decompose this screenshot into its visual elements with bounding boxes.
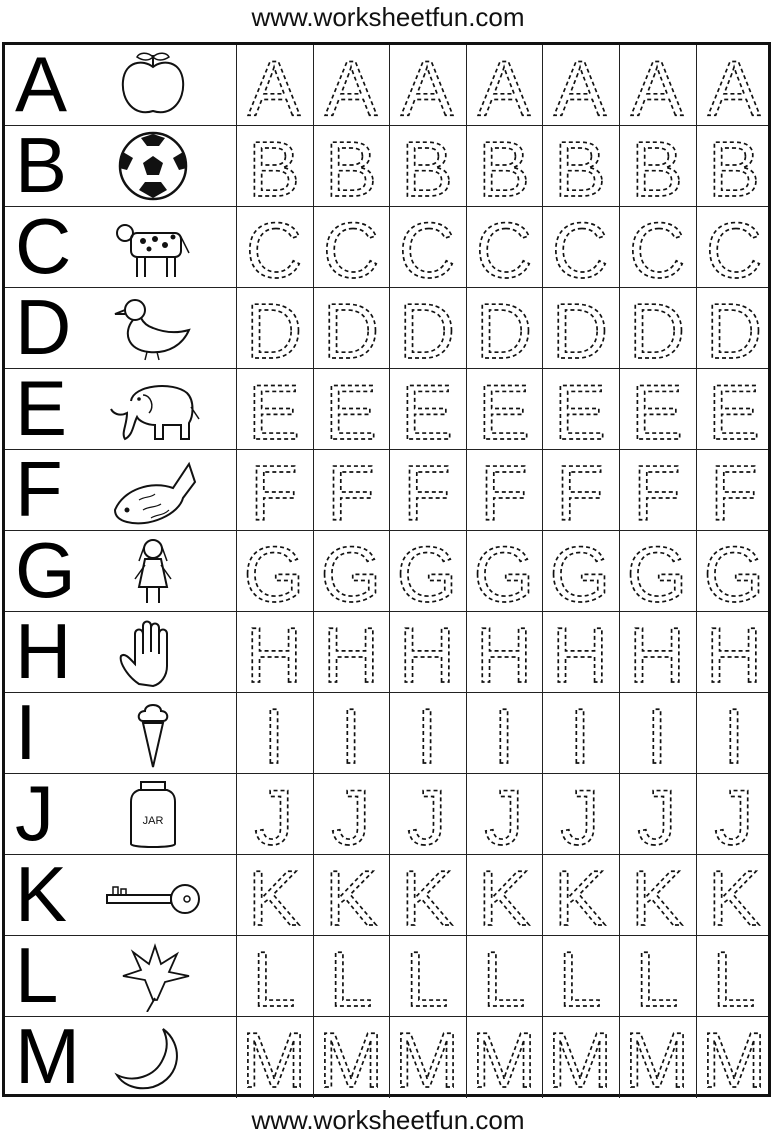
svg-text:B: B bbox=[554, 126, 607, 206]
svg-text:I: I bbox=[722, 693, 745, 773]
tracing-letter bbox=[696, 288, 772, 368]
svg-text:M: M bbox=[241, 1017, 307, 1097]
svg-text:I: I bbox=[492, 693, 515, 773]
tracing-letter bbox=[466, 774, 542, 854]
tracing-letter bbox=[696, 936, 772, 1016]
letter-row bbox=[5, 364, 768, 452]
svg-text:C: C bbox=[475, 207, 532, 287]
svg-text:H: H bbox=[322, 612, 379, 692]
svg-text:G: G bbox=[703, 531, 764, 611]
letter-label: M bbox=[15, 1012, 80, 1100]
letter-label: A bbox=[15, 40, 68, 128]
letter-label: C bbox=[15, 202, 72, 290]
svg-text:B: B bbox=[401, 126, 454, 206]
tracing-letter bbox=[313, 531, 389, 611]
tracing-letter bbox=[466, 1017, 542, 1097]
tracing-letter bbox=[236, 531, 312, 611]
tracing-letter bbox=[236, 207, 312, 287]
tracing-letter bbox=[236, 774, 312, 854]
svg-text:D: D bbox=[475, 288, 532, 368]
leaf-icon bbox=[91, 940, 215, 1012]
tracing-letter bbox=[619, 45, 695, 125]
tracing-letter bbox=[542, 774, 618, 854]
hand-icon bbox=[91, 616, 215, 688]
tracing-letter bbox=[619, 936, 695, 1016]
svg-text:L: L bbox=[635, 936, 679, 1016]
svg-text:L: L bbox=[711, 936, 756, 1016]
svg-text:I: I bbox=[339, 693, 362, 773]
tracing-letter bbox=[466, 369, 542, 449]
svg-text:F: F bbox=[556, 450, 605, 530]
tracing-letter bbox=[466, 936, 542, 1016]
svg-text:G: G bbox=[473, 531, 535, 611]
footer-website: www.worksheetfun.com bbox=[251, 1105, 525, 1135]
svg-text:M: M bbox=[701, 1017, 767, 1097]
tracing-letter bbox=[619, 207, 695, 287]
letter-row bbox=[5, 1012, 768, 1100]
svg-text:J: J bbox=[407, 774, 447, 854]
tracing-letter bbox=[619, 612, 695, 692]
svg-text:I: I bbox=[569, 693, 592, 773]
svg-text:D: D bbox=[399, 288, 456, 368]
tracing-letter bbox=[466, 693, 542, 773]
svg-text:G: G bbox=[550, 531, 611, 611]
tracing-letter bbox=[619, 531, 695, 611]
letter-row bbox=[5, 40, 768, 128]
tracing-letter bbox=[466, 531, 542, 611]
tracing-letter bbox=[389, 450, 465, 530]
svg-text:E: E bbox=[477, 369, 530, 449]
svg-text:K: K bbox=[401, 855, 454, 935]
svg-text:A: A bbox=[477, 45, 530, 125]
tracing-letter bbox=[696, 855, 772, 935]
svg-text:G: G bbox=[396, 531, 458, 611]
svg-text:H: H bbox=[705, 612, 762, 692]
tracing-letter bbox=[236, 369, 312, 449]
tracing-letter bbox=[619, 288, 695, 368]
tracing-letter bbox=[313, 936, 389, 1016]
svg-text:A: A bbox=[630, 45, 684, 125]
svg-text:L: L bbox=[405, 936, 449, 1016]
cow-icon bbox=[91, 211, 215, 283]
apple-icon bbox=[91, 49, 215, 121]
tracing-letter bbox=[696, 531, 772, 611]
svg-text:C: C bbox=[628, 207, 686, 287]
letter-row bbox=[5, 445, 768, 533]
svg-text:L: L bbox=[252, 936, 296, 1016]
tracing-letter bbox=[236, 855, 312, 935]
tracing-letter bbox=[696, 207, 772, 287]
tracing-letter bbox=[313, 126, 389, 206]
svg-text:D: D bbox=[628, 288, 686, 368]
tracing-letter bbox=[389, 45, 465, 125]
svg-text:J: J bbox=[254, 774, 294, 854]
tracing-letter bbox=[389, 693, 465, 773]
duck-icon bbox=[91, 292, 215, 364]
letter-label: I bbox=[15, 688, 37, 776]
tracing-letter bbox=[542, 126, 618, 206]
svg-text:F: F bbox=[709, 450, 758, 530]
girl-icon bbox=[91, 535, 215, 607]
svg-text:H: H bbox=[552, 612, 609, 692]
svg-text:B: B bbox=[324, 126, 377, 206]
svg-text:D: D bbox=[705, 288, 762, 368]
svg-text:E: E bbox=[324, 369, 377, 449]
svg-text:F: F bbox=[250, 450, 298, 530]
tracing-letter bbox=[696, 369, 772, 449]
svg-text:M: M bbox=[471, 1017, 537, 1097]
tracing-letter bbox=[696, 450, 772, 530]
svg-text:E: E bbox=[247, 369, 301, 449]
svg-text:F: F bbox=[326, 450, 375, 530]
letter-row bbox=[5, 283, 768, 371]
svg-text:A: A bbox=[324, 45, 377, 125]
tracing-letter bbox=[313, 855, 389, 935]
tracing-letter bbox=[236, 450, 312, 530]
tracing-letter bbox=[619, 1017, 695, 1097]
svg-text:B: B bbox=[247, 126, 301, 206]
moon-icon bbox=[91, 1021, 215, 1093]
svg-text:D: D bbox=[245, 288, 303, 368]
svg-text:A: A bbox=[554, 45, 607, 125]
tracing-letter bbox=[389, 288, 465, 368]
letter-row bbox=[5, 931, 768, 1019]
svg-text:H: H bbox=[475, 612, 532, 692]
tracing-letter bbox=[389, 126, 465, 206]
tracing-letter bbox=[542, 531, 618, 611]
tracing-letter bbox=[236, 45, 312, 125]
tracing-letter bbox=[313, 1017, 389, 1097]
tracing-letter bbox=[466, 450, 542, 530]
svg-text:E: E bbox=[401, 369, 454, 449]
svg-text:B: B bbox=[477, 126, 530, 206]
svg-text:M: M bbox=[318, 1017, 384, 1097]
tracing-letter bbox=[542, 693, 618, 773]
svg-text:K: K bbox=[477, 855, 530, 935]
svg-text:J: J bbox=[560, 774, 600, 854]
tracing-letter bbox=[466, 288, 542, 368]
svg-text:L: L bbox=[328, 936, 373, 1016]
letter-label: L bbox=[15, 931, 59, 1019]
svg-text:J: J bbox=[331, 774, 371, 854]
tracing-letter bbox=[313, 369, 389, 449]
tracing-letter bbox=[542, 369, 618, 449]
svg-text:E: E bbox=[554, 369, 607, 449]
svg-text:E: E bbox=[630, 369, 684, 449]
header-website: www.worksheetfun.com bbox=[251, 2, 525, 32]
svg-text:I: I bbox=[416, 693, 439, 773]
key-icon bbox=[91, 859, 215, 931]
tracing-letter bbox=[542, 288, 618, 368]
tracing-letter bbox=[542, 855, 618, 935]
tracing-letter bbox=[619, 369, 695, 449]
svg-text:H: H bbox=[245, 612, 303, 692]
svg-text:I: I bbox=[646, 693, 668, 773]
letter-label: F bbox=[15, 445, 63, 533]
svg-text:M: M bbox=[394, 1017, 460, 1097]
ice-cream-icon bbox=[91, 697, 215, 769]
tracing-letter bbox=[696, 774, 772, 854]
svg-text:J: J bbox=[637, 774, 677, 854]
tracing-letter bbox=[619, 693, 695, 773]
svg-text:F: F bbox=[633, 450, 681, 530]
svg-text:B: B bbox=[707, 126, 760, 206]
tracing-letter bbox=[466, 855, 542, 935]
tracing-letter bbox=[313, 45, 389, 125]
svg-text:C: C bbox=[552, 207, 609, 287]
tracing-letter bbox=[313, 693, 389, 773]
elephant-icon bbox=[91, 373, 215, 445]
tracing-letter bbox=[696, 693, 772, 773]
soccer-ball-icon bbox=[91, 130, 215, 202]
tracing-letter bbox=[313, 774, 389, 854]
svg-text:L: L bbox=[482, 936, 526, 1016]
tracing-letter bbox=[313, 288, 389, 368]
tracing-letter bbox=[236, 693, 312, 773]
tracing-letter bbox=[466, 126, 542, 206]
svg-text:J: J bbox=[714, 774, 754, 854]
letter-label: K bbox=[15, 850, 68, 938]
tracing-letter bbox=[236, 288, 312, 368]
svg-text:H: H bbox=[628, 612, 686, 692]
letter-label: B bbox=[15, 121, 68, 209]
tracing-letter bbox=[696, 45, 772, 125]
svg-text:A: A bbox=[247, 45, 301, 125]
svg-text:F: F bbox=[403, 450, 452, 530]
tracing-letter bbox=[389, 369, 465, 449]
svg-text:I: I bbox=[263, 693, 285, 773]
svg-text:A: A bbox=[401, 45, 454, 125]
tracing-letter bbox=[466, 45, 542, 125]
letter-row bbox=[5, 526, 768, 614]
tracing-letter bbox=[542, 936, 618, 1016]
tracing-letter bbox=[542, 207, 618, 287]
svg-text:F: F bbox=[479, 450, 528, 530]
svg-text:C: C bbox=[322, 207, 379, 287]
letter-row bbox=[5, 850, 768, 938]
svg-text:H: H bbox=[399, 612, 456, 692]
tracing-letter bbox=[389, 1017, 465, 1097]
tracing-letter bbox=[236, 936, 312, 1016]
fish-icon bbox=[91, 454, 215, 526]
svg-text:L: L bbox=[558, 936, 603, 1016]
tracing-letter bbox=[389, 936, 465, 1016]
tracing-sheet bbox=[2, 40, 771, 1100]
svg-text:G: G bbox=[243, 531, 305, 611]
tracing-letter bbox=[542, 45, 618, 125]
tracing-letter bbox=[389, 774, 465, 854]
svg-text:K: K bbox=[324, 855, 377, 935]
svg-text:J: J bbox=[484, 774, 524, 854]
tracing-letter bbox=[389, 531, 465, 611]
svg-text:K: K bbox=[554, 855, 607, 935]
tracing-letter bbox=[696, 612, 772, 692]
tracing-letter bbox=[619, 450, 695, 530]
tracing-letter bbox=[542, 1017, 618, 1097]
svg-text:JAR: JAR bbox=[142, 815, 164, 827]
svg-text:K: K bbox=[247, 855, 301, 935]
letter-row bbox=[5, 202, 768, 290]
tracing-letter bbox=[696, 126, 772, 206]
tracing-letter bbox=[313, 207, 389, 287]
tracing-letter bbox=[542, 450, 618, 530]
tracing-letter bbox=[619, 774, 695, 854]
svg-text:B: B bbox=[630, 126, 684, 206]
svg-text:C: C bbox=[245, 207, 303, 287]
letter-row bbox=[5, 607, 768, 695]
svg-text:G: G bbox=[626, 531, 688, 611]
svg-text:A: A bbox=[707, 45, 760, 125]
svg-text:E: E bbox=[707, 369, 760, 449]
tracing-letter bbox=[619, 126, 695, 206]
tracing-letter bbox=[313, 450, 389, 530]
svg-text:M: M bbox=[624, 1017, 690, 1097]
tracing-letter bbox=[696, 1017, 772, 1097]
svg-text:C: C bbox=[399, 207, 456, 287]
jar-icon bbox=[91, 778, 215, 850]
tracing-letter bbox=[236, 1017, 312, 1097]
letter-label: D bbox=[15, 283, 72, 371]
tracing-letter bbox=[389, 612, 465, 692]
svg-text:D: D bbox=[552, 288, 609, 368]
tracing-letter bbox=[466, 612, 542, 692]
letter-label: G bbox=[15, 526, 76, 614]
svg-text:C: C bbox=[705, 207, 762, 287]
letter-row bbox=[5, 769, 768, 857]
tracing-letter bbox=[313, 612, 389, 692]
letter-label: E bbox=[15, 364, 68, 452]
svg-text:D: D bbox=[322, 288, 379, 368]
letter-row bbox=[5, 121, 768, 209]
tracing-letter bbox=[389, 855, 465, 935]
tracing-letter bbox=[236, 612, 312, 692]
tracing-letter bbox=[236, 126, 312, 206]
tracing-letter bbox=[389, 207, 465, 287]
tracing-letter bbox=[542, 612, 618, 692]
svg-text:K: K bbox=[707, 855, 760, 935]
svg-text:K: K bbox=[630, 855, 684, 935]
svg-text:M: M bbox=[547, 1017, 613, 1097]
letter-label: J bbox=[15, 769, 54, 857]
tracing-letter bbox=[466, 207, 542, 287]
letter-row bbox=[5, 688, 768, 776]
tracing-letter bbox=[619, 855, 695, 935]
letter-label: H bbox=[15, 607, 72, 695]
svg-text:G: G bbox=[320, 531, 381, 611]
